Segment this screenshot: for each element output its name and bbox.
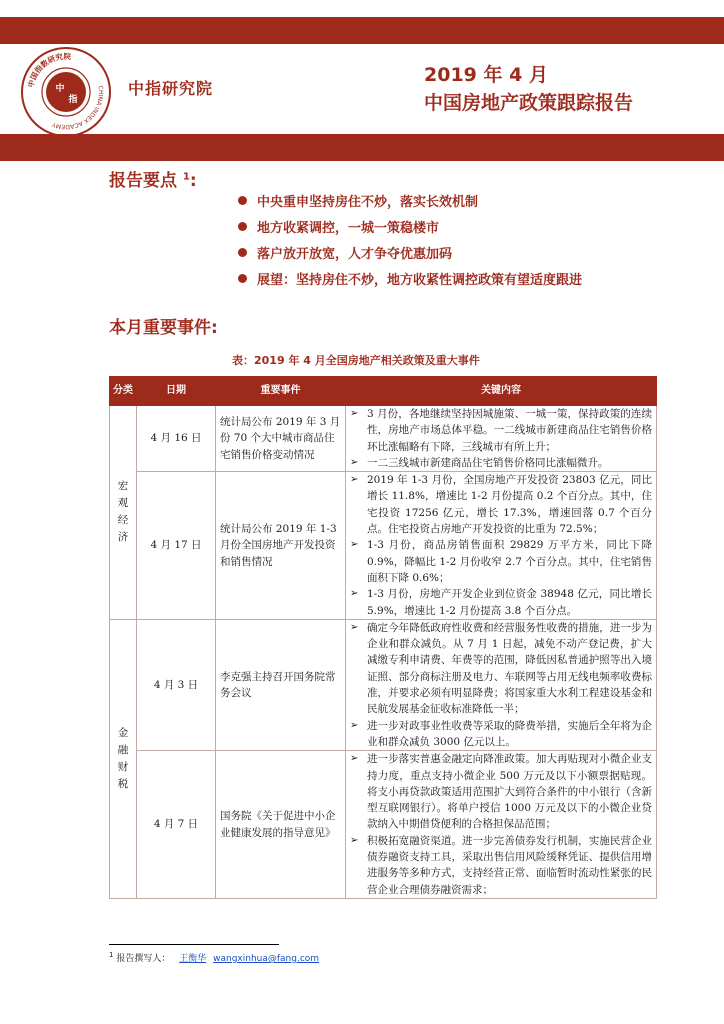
arrow-bullet-icon: ➢ — [350, 474, 359, 486]
key-point-bullet — [350, 751, 652, 832]
arrow-bullet-icon: ➢ — [350, 588, 359, 600]
key-point-bullet — [350, 537, 652, 586]
key-point-text: 中央重申坚持房住不炒，落实长效机制 — [257, 195, 479, 210]
key-point-item — [238, 272, 582, 298]
date-cell: 4 月 17 日 — [137, 472, 216, 620]
key-content-cell — [346, 619, 657, 750]
key-point-text: 1-3 月份，商品房销售面积 29829 万平方米，同比下降 0.9%，降幅比 1-2 月份收窄 2.7 个百分点。其中，住宅销售面积下降 0.6%； — [367, 539, 652, 584]
org-name: 中指研究院 — [128, 79, 214, 98]
date-cell: 4 月 3 日 — [137, 619, 216, 750]
arrow-bullet-icon: ➢ — [350, 539, 359, 551]
table-row — [110, 619, 657, 750]
table-row — [110, 751, 657, 899]
report-title: 中国房地产政策跟踪报告 — [424, 92, 634, 114]
author-name-link[interactable]: 王衡华 — [179, 954, 207, 964]
arrow-bullet-icon: ➢ — [350, 719, 359, 731]
event-cell: 统计局公布 2019 年 3 月份 70 个大中城市商品住宅销售价格变动情况 — [216, 406, 346, 472]
table-header-row — [110, 377, 657, 406]
key-point-bullet — [350, 455, 652, 471]
key-point-text: 进一步落实普惠金融定向降准政策。加大再贴现对小微企业支持力度，重点支持小微企业 500 万元及以下小额票据贴现。将支小再贷款政策适用范围扩大到符合条件的中小银行（含新型互联网银行）。将单户授信 1000 万元及以下的小微企业贷款纳入中期借贷便利的合格担保品范围； — [367, 753, 652, 831]
key-point-bullet — [350, 472, 652, 537]
logo-ring-text: 中国指数研究院 — [26, 51, 72, 89]
key-points-heading-colon: : — [189, 171, 197, 191]
event-cell: 李克强主持召开国务院常务会议 — [216, 619, 346, 750]
key-point-text: 落户放开放宽，人才争夺优惠加码 — [257, 247, 453, 262]
bullet-dot-icon — [238, 222, 247, 231]
col-header-date: 日期 — [137, 377, 216, 406]
arrow-bullet-icon: ➢ — [350, 834, 359, 846]
key-point-text: 2019 年 1-3 月份，全国房地产开发投资 23803 亿元，同比增长 11.8%，增速比 1-2 月份提高 0.2 个百分点。其中，住宅投资 17256 亿元，增长 17.3%，增速回落 0.7 个百分点。住宅投资占房地产开发投资的比重为 72.5%； — [367, 474, 652, 536]
key-content-cell — [346, 406, 657, 472]
bullet-dot-icon — [238, 274, 247, 283]
key-point-bullet — [350, 833, 652, 898]
table-row — [110, 472, 657, 620]
event-cell: 国务院《关于促进中小企业健康发展的指导意见》 — [216, 751, 346, 899]
key-point-text: 展望：坚持房住不炒，地方收紧性调控政策有望适度跟进 — [257, 273, 583, 288]
table-caption: 表：2019 年 4 月全国房地产相关政策及重大事件 — [232, 354, 480, 367]
logo-center-char-2: 指 — [68, 95, 78, 105]
top-header-band — [0, 17, 724, 44]
category-label: 宏观经济 — [117, 480, 129, 544]
arrow-bullet-icon: ➢ — [350, 621, 359, 633]
author-email-link[interactable]: wangxinhua@fang.com — [213, 954, 320, 964]
key-point-text: 地方收紧调控，一城一策稳楼市 — [257, 221, 440, 236]
col-header-key-content: 关键内容 — [346, 377, 657, 406]
footnote-divider — [109, 944, 279, 945]
events-table — [109, 376, 657, 899]
logo-center-char-1: 中 — [55, 84, 65, 94]
category-label: 金融财税 — [117, 726, 129, 790]
arrow-bullet-icon: ➢ — [350, 753, 359, 765]
key-point-bullet — [350, 406, 652, 455]
report-title-year: 2019 年 4 月 — [424, 64, 548, 86]
key-point-item — [238, 246, 582, 272]
bullet-dot-icon — [238, 196, 247, 205]
key-point-bullet — [350, 718, 652, 751]
key-point-text: 1-3 月份，房地产开发企业到位资金 38948 亿元，同比增长 5.9%，增速比 1-2 月份提高 3.8 个百分点。 — [367, 588, 652, 617]
footnote — [109, 951, 319, 964]
key-point-text: 确定今年降低政府性收费和经营服务性收费的措施，进一步为企业和群众减负。从 7 月 1 日起，减免不动产登记费，扩大减缴专利申请费、年费等的范围，降低因私普通护照等出入境证照、部分商标注册及电力、车联网等占用无线电频率收费标准，并要求必须有明显降费；将国家重大水利工程建设基金和民航发展基金征收标准降低一半； — [367, 621, 652, 716]
key-point-item — [238, 194, 582, 220]
monthly-events-heading: 本月重要事件: — [109, 318, 218, 338]
key-content-cell — [346, 472, 657, 620]
date-cell: 4 月 16 日 — [137, 406, 216, 472]
key-points-heading — [109, 166, 197, 191]
category-cell — [110, 406, 137, 620]
key-points-heading-text: 报告要点 — [109, 171, 177, 191]
header-bottom-band — [0, 134, 724, 161]
footnote-mark: 1 — [109, 951, 114, 959]
footnote-ref: 1 — [182, 171, 190, 183]
table-row — [110, 406, 657, 472]
key-content-cell — [346, 751, 657, 899]
arrow-bullet-icon: ➢ — [350, 456, 359, 468]
arrow-bullet-icon: ➢ — [350, 408, 359, 419]
china-index-academy-logo — [20, 46, 112, 138]
event-cell: 统计局公布 2019 年 1-3 月份全国房地产开发投资和销售情况 — [216, 472, 346, 620]
key-point-text: 积极拓宽融资渠道。进一步完善债券发行机制，实施民营企业债券融资支持工具，采取出售信用风险缓释凭证、提供信用增进服务等多种方式，支持经营正常、面临暂时流动性紧张的民营企业合理债券融资需求； — [367, 834, 652, 896]
key-point-bullet — [350, 586, 652, 619]
bullet-dot-icon — [238, 248, 247, 257]
key-point-text: 一二三线城市新建商品住宅销售价格同比涨幅微升。 — [367, 456, 609, 469]
key-points-list — [238, 194, 582, 298]
key-point-item — [238, 220, 582, 246]
category-cell — [110, 619, 137, 898]
footnote-label: 报告撰写人： — [116, 954, 171, 964]
key-point-text: 进一步对政事业性收费等采取的降费举措，实施后全年将为企业和群众减负 3000 亿元以上。 — [367, 719, 652, 748]
col-header-event: 重要事件 — [216, 377, 346, 406]
logo-ring-text-en: CHINA INDEX ACADEMY — [51, 85, 105, 131]
key-point-text: 3 月份，各地继续坚持因城施策、一城一策，保持政策的连续性，房地产市场总体平稳。一二线城市新建商品住宅销售价格环比涨幅略有下降，三线城市有所上升； — [367, 408, 652, 453]
date-cell: 4 月 7 日 — [137, 751, 216, 899]
key-point-bullet — [350, 620, 652, 718]
col-header-category: 分类 — [110, 377, 137, 406]
